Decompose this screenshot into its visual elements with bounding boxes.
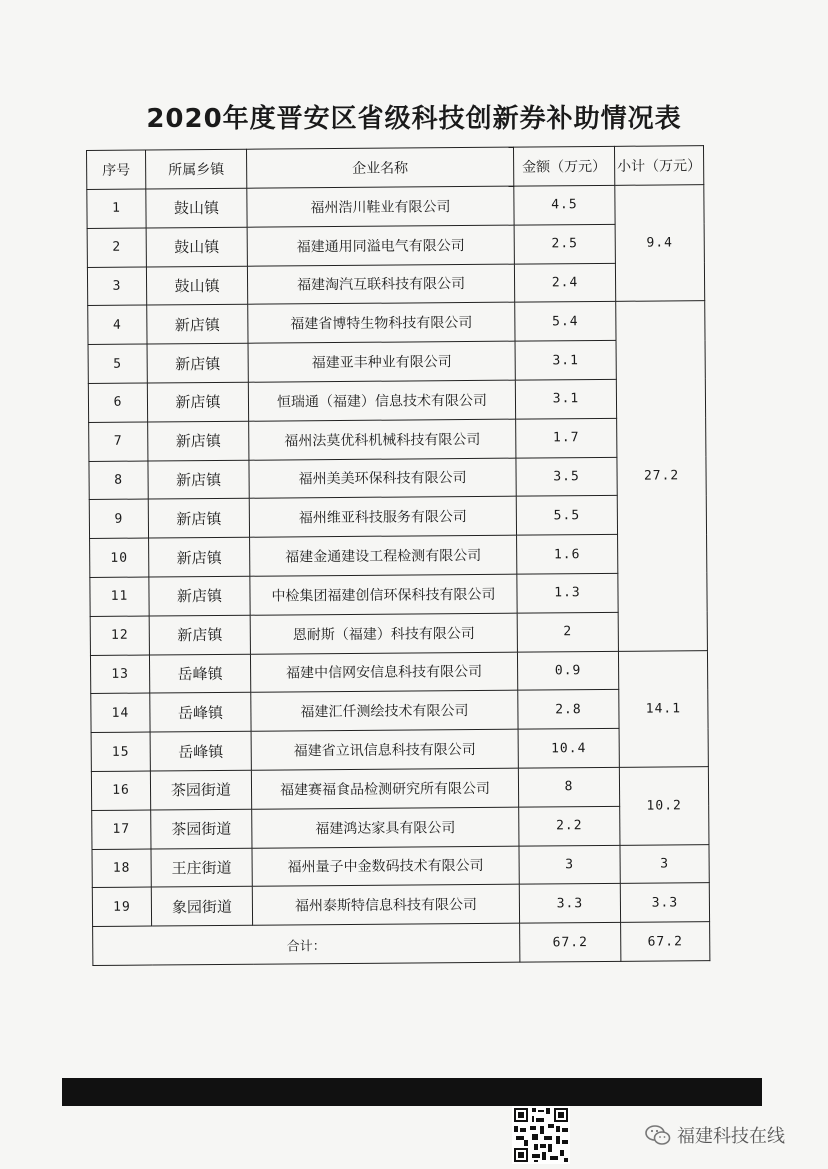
row-amount: 2.2 — [519, 806, 620, 846]
row-company: 福州法莫优科机械科技有限公司 — [249, 419, 516, 460]
row-amount: 2.4 — [514, 263, 615, 303]
table-row — [92, 883, 709, 927]
row-town: 鼓山镇 — [146, 188, 247, 228]
row-no: 16 — [91, 771, 150, 810]
row-amount: 8 — [518, 767, 619, 807]
row-town: 象园街道 — [151, 887, 252, 927]
row-town: 新店镇 — [148, 460, 249, 500]
row-company: 恩耐斯（福建）科技有限公司 — [250, 613, 517, 654]
row-subtotal: 14.1 — [618, 650, 708, 767]
table-row — [90, 650, 707, 694]
table-row — [91, 767, 708, 811]
row-amount: 3.1 — [515, 379, 616, 419]
table-row — [92, 844, 709, 888]
row-amount: 5.4 — [515, 302, 616, 342]
row-town: 鼓山镇 — [146, 227, 247, 267]
row-amount: 2.5 — [514, 224, 615, 264]
header-company: 企业名称 — [246, 147, 513, 188]
table-row — [91, 689, 708, 733]
row-company: 福州维亚科技服务有限公司 — [249, 497, 516, 538]
row-subtotal: 10.2 — [619, 767, 709, 845]
table-header-row — [87, 146, 704, 190]
row-no: 19 — [92, 887, 151, 926]
row-no: 11 — [90, 577, 149, 616]
row-town: 新店镇 — [149, 615, 250, 655]
row-subtotal: 3.3 — [620, 883, 709, 922]
row-town: 茶园街道 — [151, 809, 252, 849]
row-no: 17 — [92, 810, 151, 849]
header-amount: 金额（万元） — [513, 146, 614, 186]
row-no: 8 — [89, 461, 148, 500]
table-row — [88, 379, 705, 423]
row-company: 福建金通建设工程检测有限公司 — [250, 535, 517, 576]
row-company: 福建亚丰种业有限公司 — [248, 341, 515, 382]
row-company: 福建赛福食品检测研究所有限公司 — [251, 768, 518, 809]
row-no: 7 — [89, 422, 148, 461]
row-no: 13 — [90, 655, 149, 694]
watermark — [645, 1120, 785, 1150]
row-no: 18 — [92, 849, 151, 888]
row-amount: 3 — [519, 845, 620, 885]
document-title: 2020年度晋安区省级科技创新券补助情况表 — [146, 104, 682, 134]
total-amount: 67.2 — [520, 922, 621, 962]
table-row — [87, 262, 704, 306]
row-town: 新店镇 — [147, 343, 248, 383]
row-amount: 0.9 — [517, 651, 618, 691]
row-amount: 10.4 — [518, 728, 619, 768]
row-town: 茶园街道 — [150, 770, 251, 810]
row-town: 新店镇 — [149, 576, 250, 616]
table-row — [88, 340, 705, 384]
wechat-icon — [645, 1124, 671, 1146]
row-amount: 2 — [517, 612, 618, 652]
row-no: 1 — [87, 189, 146, 228]
row-no: 10 — [90, 538, 149, 577]
row-no: 9 — [89, 499, 148, 538]
table-row — [92, 805, 709, 849]
watermark-text: 福建科技在线 — [677, 1126, 785, 1147]
row-no: 3 — [87, 267, 146, 306]
grant-table — [86, 145, 710, 966]
row-amount: 3.3 — [519, 884, 620, 924]
row-town: 新店镇 — [149, 537, 250, 577]
row-subtotal: 27.2 — [616, 301, 708, 651]
row-amount: 5.5 — [516, 496, 617, 536]
row-company: 福建淘汽互联科技有限公司 — [247, 264, 514, 305]
row-company: 福州泰斯特信息科技有限公司 — [252, 884, 519, 925]
table-row — [90, 573, 707, 617]
table-row — [90, 534, 707, 578]
row-no: 6 — [88, 383, 147, 422]
row-company: 福建省立讯信息科技有限公司 — [251, 729, 518, 770]
header-town: 所属乡镇 — [146, 149, 247, 189]
row-town: 岳峰镇 — [150, 693, 251, 733]
row-town: 新店镇 — [148, 421, 249, 461]
row-company: 福建汇仟测绘技术有限公司 — [251, 690, 518, 731]
header-subtotal: 小计（万元） — [614, 146, 703, 186]
row-no: 12 — [90, 616, 149, 655]
row-amount: 1.3 — [517, 573, 618, 613]
row-no: 2 — [87, 228, 146, 267]
row-town: 鼓山镇 — [146, 266, 247, 306]
row-no: 15 — [91, 732, 150, 771]
qr-code-icon — [512, 1106, 570, 1164]
row-company: 福州量子中金数码技术有限公司 — [252, 846, 519, 887]
table-row — [91, 728, 708, 772]
scan-edge-bar — [62, 1078, 762, 1106]
row-subtotal: 9.4 — [615, 185, 705, 302]
row-amount: 3.5 — [516, 457, 617, 497]
row-no: 4 — [88, 305, 147, 344]
table-row — [90, 611, 707, 655]
row-town: 王庄街道 — [151, 848, 252, 888]
header-no: 序号 — [87, 150, 146, 189]
row-company: 福建鸿达家具有限公司 — [252, 807, 519, 848]
total-label: 合计： — [93, 923, 520, 965]
row-town: 岳峰镇 — [149, 654, 250, 694]
row-company: 福建中信网安信息科技有限公司 — [250, 652, 517, 693]
table-row — [87, 185, 704, 229]
row-no: 5 — [88, 344, 147, 383]
row-company: 福州浩川鞋业有限公司 — [247, 186, 514, 227]
table-row — [89, 417, 706, 461]
table-row — [89, 495, 706, 539]
row-town: 新店镇 — [148, 499, 249, 539]
table-body — [87, 185, 710, 927]
row-amount: 1.6 — [517, 535, 618, 575]
row-amount: 4.5 — [514, 185, 615, 225]
row-amount: 2.8 — [518, 690, 619, 730]
row-company: 中检集团福建创信环保科技有限公司 — [250, 574, 517, 615]
row-company: 福州美美环保科技有限公司 — [249, 458, 516, 499]
table-row — [88, 301, 705, 345]
row-town: 岳峰镇 — [150, 731, 251, 771]
row-subtotal: 3 — [620, 844, 709, 883]
row-amount: 3.1 — [515, 341, 616, 381]
total-row — [93, 922, 710, 966]
total-subtotal: 67.2 — [621, 922, 710, 961]
row-amount: 1.7 — [516, 418, 617, 458]
row-company: 福建通用同溢电气有限公司 — [247, 225, 514, 266]
row-company: 福建省博特生物科技有限公司 — [248, 303, 515, 344]
row-town: 新店镇 — [147, 382, 248, 422]
row-company: 恒瑞通（福建）信息技术有限公司 — [248, 380, 515, 421]
row-no: 14 — [91, 693, 150, 732]
row-town: 新店镇 — [147, 305, 248, 345]
table-row — [87, 223, 704, 267]
table-row — [89, 456, 706, 500]
